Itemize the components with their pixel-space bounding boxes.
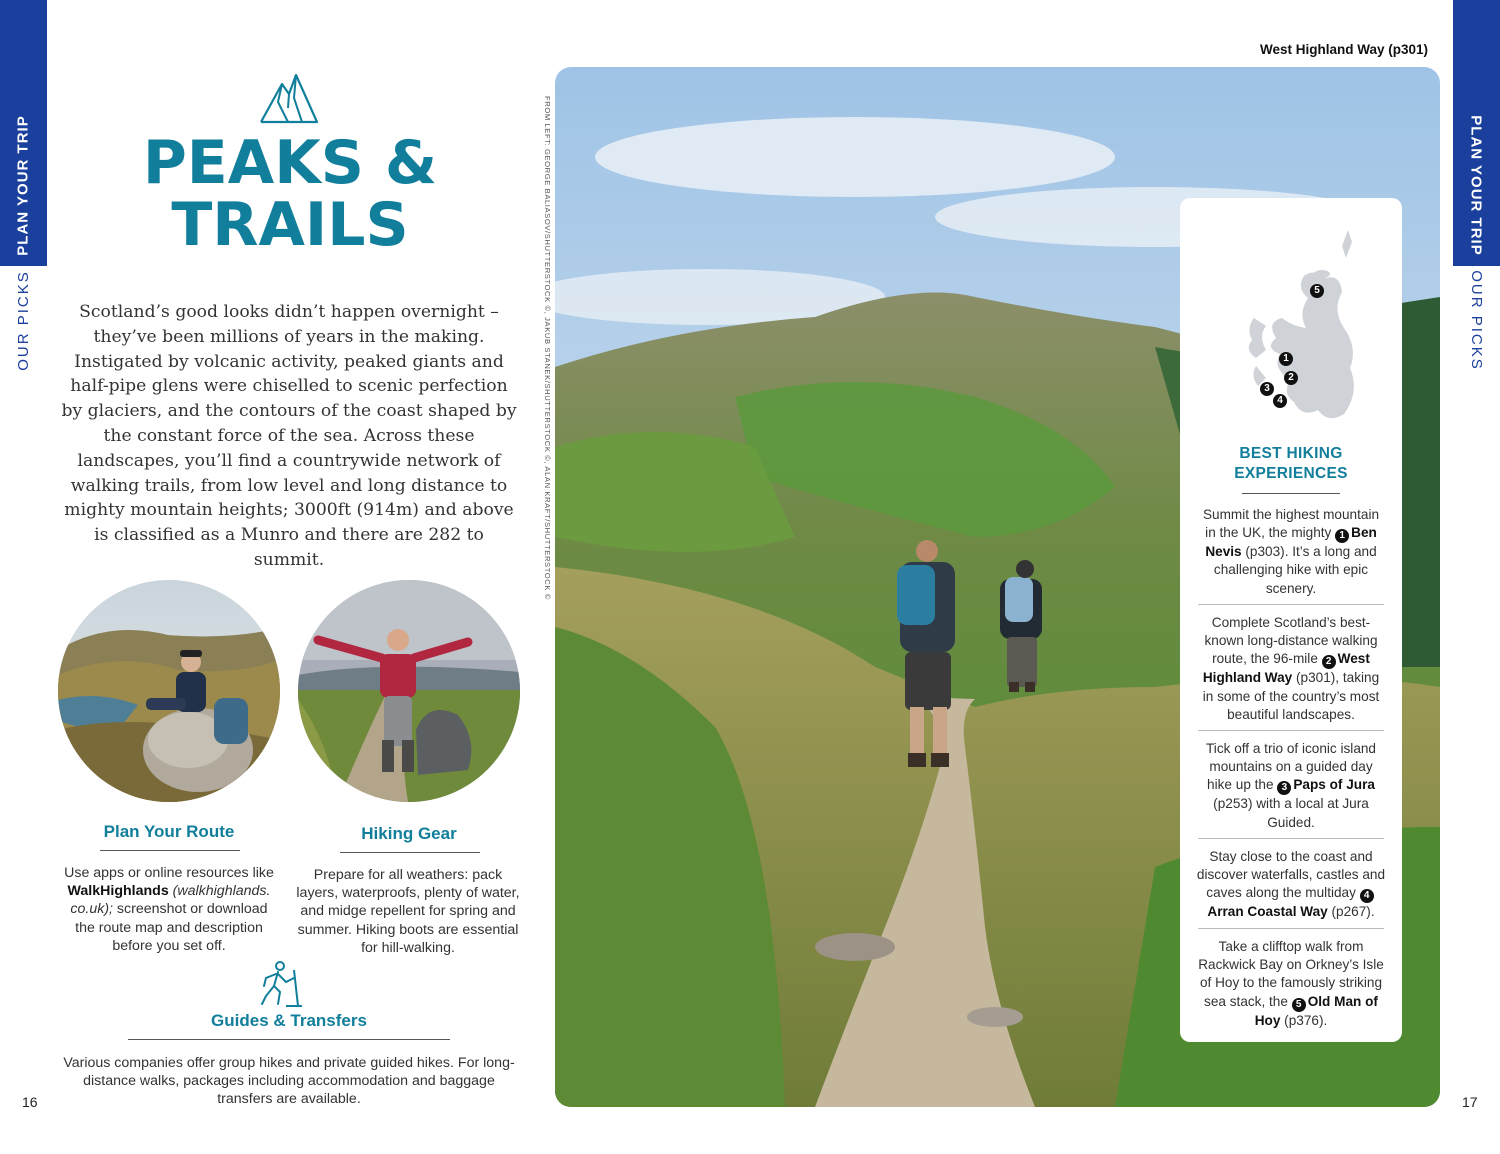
- our-picks-tab[interactable]: OUR PICKS: [15, 269, 33, 371]
- divider: [128, 1039, 450, 1040]
- divider: [1198, 838, 1384, 839]
- page-number-left: 16: [22, 1094, 38, 1110]
- divider: [1198, 730, 1384, 731]
- hiking-gear-heading: Hiking Gear: [361, 824, 457, 843]
- left-side-tab: [0, 0, 47, 1154]
- divider: [340, 852, 480, 853]
- our-picks-tab[interactable]: OUR PICKS: [1468, 269, 1486, 371]
- divider: [1198, 604, 1384, 605]
- map-marker-4[interactable]: 4: [1273, 389, 1289, 408]
- panel-heading: BEST HIKING EXPERIENCES: [1234, 445, 1348, 482]
- page-number-right: 17: [1462, 1094, 1478, 1110]
- page-title: PEAKS & TRAILS: [142, 128, 438, 260]
- guides-text: Various companies offer group hikes and private guided hikes. For long-distance walks, packages including accommodation and baggage transfers are available.: [63, 1055, 515, 1108]
- map-marker-1[interactable]: 1: [1279, 347, 1295, 366]
- divider: [100, 850, 240, 851]
- plan-your-trip-tab[interactable]: PLAN YOUR TRIP: [1468, 114, 1485, 256]
- list-item: Tick off a trio of iconic island mountains on a guided day hike up the 3 Paps of Jura (p253) with a local at Jura Guided.: [1206, 741, 1376, 830]
- mountain-icon: [258, 72, 320, 131]
- list-item: Complete Scotland’s best-known long-distance walking route, the 96-mile 2 West Highland Way (p301), taking in some of the country’s most beautiful landscapes.: [1202, 615, 1380, 722]
- list-item: Stay close to the coast and discover waterfalls, castles and caves along the multiday 4Arran Coastal Way (p267).: [1196, 849, 1386, 920]
- scotland-map: [1236, 218, 1356, 433]
- hiking-gear-text: Prepare for all weathers: pack layers, waterproofs, plenty of water, and midge repellent for spring and summer. Hiking boots are essential for hill-walking.: [296, 867, 520, 956]
- right-side-tab: [1453, 0, 1500, 1154]
- map-marker-5[interactable]: 5: [1310, 279, 1326, 298]
- guides-heading: Guides & Transfers: [211, 1011, 367, 1030]
- intro-paragraph: Scotland’s good looks didn’t happen overnight – they’ve been millions of years in the making. Instigated by volcanic activity, peaked giants and half-pipe glens were chiselled to scenic perfection by glaciers, and the contours of the coast shaped by the constant force of the sea. Across these landscapes, you’ll find a countrywide network of walking trails, from low level and long distance to mighty mountain heights; 3000ft (914m) and above is classified as a Munro and there are 282 to summit.: [61, 302, 517, 570]
- plan-route-text: Use apps or online resources like WalkHighlands (walkhighlands. co.uk); screenshot or download the route map and description before you set off.: [64, 865, 274, 954]
- plan-route-heading: Plan Your Route: [103, 822, 235, 841]
- photo-hiker-arms-spread: [298, 580, 520, 802]
- plan-your-trip-tab[interactable]: PLAN YOUR TRIP: [15, 114, 32, 256]
- photo-credit: FROM LEFT: GEORGE BALIASOV/SHUTTERSTOCK ©, JAKUB STANEK/SHUTTERSTOCK ©, ALAN KRAFT/SHUTTERSTOCK ©: [543, 96, 552, 600]
- divider: [1198, 928, 1384, 929]
- divider: [1242, 493, 1340, 494]
- map-marker-3[interactable]: 3: [1260, 377, 1276, 396]
- best-hiking-panel: [1180, 198, 1402, 1042]
- map-marker-2[interactable]: 2: [1284, 366, 1300, 385]
- list-item: Summit the highest mountain in the UK, the mighty 1 Ben Nevis (p303). It’s a long and challenging hike with epic scenery.: [1202, 507, 1380, 596]
- header-reference: West Highland Way (p301): [1259, 42, 1428, 57]
- photo-hiker-with-phone: [58, 580, 280, 802]
- list-item: Take a clifftop walk from Rackwick Bay on Orkney’s Isle of Hoy to the famously striking sea stack, the 5 Old Man of Hoy (p376).: [1198, 939, 1384, 1028]
- hiker-icon: [258, 960, 306, 1013]
